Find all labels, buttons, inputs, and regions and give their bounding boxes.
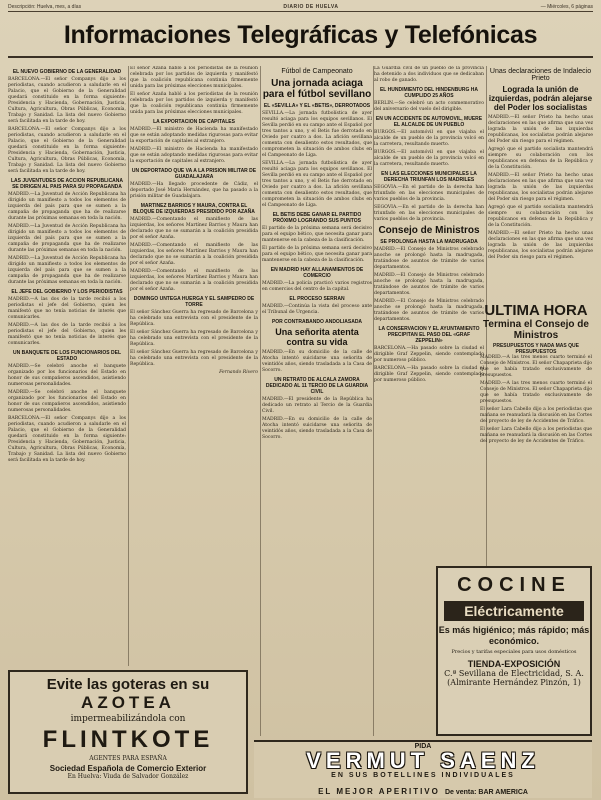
article-text: El partido de la próxima semana será decisivo para el equipo bético, que necesita ganar para mantenerse en la cabeza de la clasificación. [262,226,372,243]
article-text: MADRID.—El presidente de la República ha dedicado un retrato al Tercio de la Guardia Civil. [262,397,372,414]
article-text: El señor Lara Cabello dijo a los periodistas que mañana se reanudará la discusión en las Cortes del proyecto de ley de Accidentes de Tráfico. [480,427,592,444]
article-text: BERLIN.—Se celebró un acto conmemorativo del aniversario del vuelo del dirigible. [374,101,484,112]
subhead: EN LAS ELECCIONES MUNICIPALES LA DERECHA TRIUNFAN LOS MADRILES [381,171,477,183]
article-text: MADRID.—El señor Prieto ha hecho unas declaraciones en las que afirma que una vez lograda la unión de las izquierdas republicanas, los socialistas podrán alejarse del Poder sin riesgo para el régimen. [488,173,593,202]
article-text: MADRID.—A las tres menos cuarto terminó el Consejo de Ministros. El señor Chapaprieta dijo que se había tratado exclusivamente de presupuestos. [480,381,592,404]
article-text: BURGOS.—El automóvil en que viajaba el alcalde de un pueblo de la provincia volcó en la carretera, resultando muerto. [374,130,484,147]
article-text: MADRID.—La policía practicó varios registros en comercios del centro de la capital. [262,281,372,292]
masthead-right: — Miércoles, 6 páginas [540,4,593,10]
ultima-hora-box [480,302,592,447]
article-text: BURGOS.—El automóvil en que viajaba el alcalde de un pueblo de la provincia volcó en la carretera, resultando muerto. [374,150,484,167]
ad-line: TIENDA-EXPOSICIÓN [467,659,561,669]
subhead: UN BANQUETE DE LOS FUNCIONARIOS DEL ESTADO [12,350,122,362]
article-text: MADRID.—A las dos de la tarde recibió a los periodistas el jefe del Gobierno, quien les manifestó que no tenía noticias de interés que comunicarles. [8,323,126,346]
ad-line: Sociedad Española de Comercio Exterior [49,764,207,773]
article-text: El señor Sánchez Guerra ha regresado de Barcelona y ha celebrado una entrevista con el presidente de la República. [130,310,258,327]
article-text: Agregó que el partido socialista mantendrá siempre su colaboración con los republicanos en defensa de la República y de la Constitución. [488,205,593,228]
subhead: EN UN ACCIDENTE DE AUTOMOVIL, MUERE EL ALCALDE DE UN PUEBLO [375,116,483,128]
ad-line: impermeabilizándola con [70,714,186,724]
article-text: MADRID.—Continúa la vista del proceso ante el Tribunal de Urgencia. [262,304,372,315]
ad-line: En Huelva: Viuda de Salvador González [67,773,189,780]
subhead: MARTINEZ BARRIOS Y MAURA, CONTRA EL BLOQUE DE IZQUIERDAS PRESIDIDO POR AZAÑA [133,203,255,215]
ad-line: C.ª Sevillana de Electricidad, S. A. [444,669,584,678]
ad-line: De venta: BAR AMERICA [444,789,528,796]
article-text: BARCELONA.—El señor Companys dijo a los periodistas, cuando acudieron a saludarle en el Palacio, que el Gobierno de la Generalidad quedará constituido en la forma siguiente: Presidencia y Hacienda, Gobernación, Justicia, Cultura, Agricultura, Obras Públicas, Economía, Trabajo y Sanidad. La lista del nuevo Gobierno será facilitada en la tarde de hoy. [8,127,126,174]
ad-line: PIDA [414,743,432,750]
article-text: SEGOVIA.—En el partido de la derecha han triunfado en las elecciones municipales de varios pueblos de la provincia. [374,185,484,202]
article-text: MADRID.—A las tres menos cuarto terminó el Consejo de Ministros. El señor Chapaprieta dijo que se había tratado exclusivamente de presupuestos. [480,355,592,378]
ad-line: AGENTES PARA ESPAÑA [89,755,167,762]
section-title: Unas declaraciones de Indalecio Prieto [489,68,592,82]
article-text: El señor Sánchez Guerra ha regresado de Barcelona y ha celebrado una entrevista con el presidente de la República. [130,330,258,347]
article-text: MADRID.—A las dos de la tarde recibió a los periodistas el jefe del Gobierno, quien les manifestó que no tenía noticias de interés que comunicarles. [8,297,126,320]
article-text: BARCELONA.—Ha pasado sobre la ciudad el dirigible Graf Zeppelin, siendo contemplado por numeroso público. [374,346,484,363]
article-title: Lograda la unión de izquierdas, podrán alejarse del Poder los socialistas [488,85,593,112]
subhead: SE PROLONGA HASTA LA MADRUGADA [380,239,478,245]
ultima-hora-label: ULTIMA HORA [484,302,588,319]
subhead: EL HUNDIMIENTO DEL HINDENBURG HA CUMPLIDO 25 AÑOS [379,87,479,99]
subhead: EL BETIS DEBE GANAR EL PARTIDO PRÓXIMO LOGRANDO SUS PUNTOS [272,212,362,224]
article-text: Agregó que el partido socialista mantendrá siempre su colaboración con los republicanos en defensa de la República y de la Constitución. [488,147,593,170]
subhead: LAS JUVENTUDES DE ACCION REPUBLICANA SE DIRIGEN AL PAIS PARA SU PROPAGANDA [10,178,124,190]
ad-line: COCINE [457,574,571,596]
section-title: Fútbol de Campeonato [281,68,353,75]
masthead-left: Descripción: Huelva, mes, a días [8,4,82,10]
column-3 [262,66,372,736]
article-text: MADRID.—Se celebró anoche el banquete organizado por los funcionarios del Estado en honor de sus compañeros ascendidos, asistiendo numerosas personalidades. [8,364,126,387]
article-text: MADRID.—El Consejo de Ministros celebrado anoche se prolongó hasta la madrugada, tratándose de asuntos de trámite de varios departamentos. [374,273,484,296]
advertisement-flintkote [8,670,248,794]
subhead: LA CONSERVACION Y EL AYUNTAMIENTO PRECIPITAN EL PASO DEL «GRAF ZEPPELIN» [378,326,480,344]
masthead [8,4,593,12]
subhead: DOMINGO UNTEGA HUERGA Y EL SAMPEDRO DE TORRE [133,296,255,308]
article-text: MADRID.—Comentando el manifiesto de las izquierdas, los señores Martínez Barrios y Maura han declarado que no se sumarán a la coalición presidida por el señor Azaña. [130,269,258,292]
subhead: UN RETRATO DE ALCALA ZAMORA DEDICADO AL 11 TERCIO DE LA GUARDIA CIVIL [265,377,369,395]
advertisement-cocine [436,566,592,736]
article-text: MADRID.—El Consejo de Ministros celebrado anoche se prolongó hasta la madrugada, tratándose de asuntos de trámite de varios departamentos. [374,299,484,322]
ultima-hora-title: Termina el Consejo de Ministros [483,319,589,341]
header-rule [8,56,593,58]
page-headline: Informaciones Telegráficas y Telefónicas [63,21,538,49]
article-text: SEGOVIA.—En el partido de la derecha han triunfado en las elecciones municipales de varios pueblos de la provincia. [374,205,484,222]
ad-line: AZOTEA [81,693,175,712]
article-title: Una señorita atenta contra su vida [275,327,359,347]
advertisement-vermut [254,740,592,798]
article-text: MADRID.—Se celebró anoche el banquete organizado por los funcionarios del Estado en honor de sus compañeros ascendidos, asistiendo numerosas personalidades. [8,390,126,413]
column-2 [130,66,258,666]
ad-line: Precios y tarifas especiales para usos domésticos [451,649,577,655]
article-text: MADRID.—Ha llegado procedente de Cádiz, el deportado José María Hernández, que ha pasado a la prisión militar de Guadalajara. [130,182,258,199]
subhead: EN MADRID HAY ALLANAMIENTOS DE COMERCIO [270,267,364,279]
article-text: MADRID.—El señor Prieto ha hecho unas declaraciones en las que afirma que una vez lograda la unión de las izquierdas republicanas, los socialistas podrán alejarse del Poder sin riesgo para el régimen. [488,231,593,260]
column-1 [8,66,126,666]
article-text: BARCELONA.—El señor Companys dijo a los periodistas, cuando acudieron a saludarle en el Palacio, que el Gobierno de la Generalidad quedará constituido en la forma siguiente: Presidencia y Hacienda, Gobernación, Justicia, Cultura, Agricultura, Obras Públicas, Economía, Trabajo y Sanidad. La lista del nuevo Gobierno será facilitada en la tarde de hoy. [8,416,126,463]
article-text: MADRID.—El ministro de Hacienda ha manifestado que se están adoptando medidas rigurosas para evitar la exportación de capitales al extranjero. [130,147,258,164]
article-text: La Guardia civil de un pueblo de la provincia ha detenido a dos individuos que se dedicaban al robo de ganado. [374,66,484,83]
subhead: POR CONTRABANDO ANDOLIASADA [271,319,363,325]
masthead-center: DIARIO DE HUELVA [283,4,339,10]
ad-line: EL MEJOR APERITIVO [318,787,440,796]
subhead: EL «SEVILLA» Y EL «BETIS», DERROTADOS [263,103,371,109]
column-5 [488,66,593,301]
article-text: MADRID.—Comentando el manifiesto de las izquierdas, los señores Martínez Barrios y Maura han declarado que no se sumarán a la coalición presidida por el señor Azaña. [130,217,258,240]
article-text: El señor Lara Cabello dijo a los periodistas que mañana se reanudará la discusión en las Cortes del proyecto de ley de Accidentes de Tráfico. [480,407,592,424]
article-text: SEVILLA.—La jornada futbolística de ayer resultó aciaga para los equipos sevillanos. El Sevilla perdió en su campo ante el Español por tres tantos a uno, y el Betis fue derrotado en Oviedo por cuatro a dos. La afición sevillana comenta con desaliento estos resultados, que comprometen la situación de ambos clubs en el Campeonato de Liga. [262,111,372,158]
article-text: El señor Sánchez Guerra ha regresado de Barcelona y ha celebrado una entrevista con el presidente de la República. [130,350,258,367]
ad-brand: VERMUT SAENZ [306,748,540,773]
ad-brand: FLINTKOTE [42,726,214,753]
article-text: El señor Azaña habló a los periodistas de la reunión celebrada por los partidos de izquierda y manifestó que la coalición republicana continúa firmemente unida para las próximas elecciones municipales. [130,66,258,89]
ad-line: Eléctricamente [444,601,584,621]
article-text: MADRID.—El Consejo de Ministros celebrado anoche se prolongó hasta la madrugada, tratándose de asuntos de trámite de varios departamentos. [374,247,484,270]
ultima-hora-sub: PRESUPUESTOS Y NADA MAS QUE PRESUPUESTOS [493,343,579,355]
column-divider [260,66,261,736]
article-text: BARCELONA.—El señor Companys dijo a los periodistas, cuando acudieron a saludarle en el Palacio, que el Gobierno de la Generalidad quedará constituido en la forma siguiente: Presidencia y Hacienda, Gobernación, Justicia, Cultura, Agricultura, Obras Públicas, Economía, Trabajo y Sanidad. La lista del nuevo Gobierno será facilitada en la tarde de hoy. [8,77,126,124]
ad-line: Es más higiénico; más rápido; más económico. [438,625,590,646]
article-text: MADRID.—La Juventud de Acción Republicana ha dirigido un manifiesto a todos los elementos de izquierda del país para que se sumen a la campaña de propaganda que ha de realizarse durante las próximas semanas en toda la nación. [8,224,126,253]
article-text: BARCELONA.—Ha pasado sobre la ciudad el dirigible Graf Zeppelin, siendo contemplado por numeroso público. [374,366,484,383]
article-text: SEVILLA.—La jornada futbolística de ayer resultó aciaga para los equipos sevillanos. El Sevilla perdió en su campo ante el Español por tres tantos a uno, y el Betis fue derrotado en Oviedo por cuatro a dos. La afición sevillana comenta con desaliento estos resultados, que comprometen la situación de ambos clubs en el Campeonato de Liga. [262,161,372,208]
ad-line: Evite las goteras en su [46,676,210,693]
subhead: EL JEFE DEL GOBIERNO Y LOS PERIODISTAS [11,289,123,295]
column-divider [128,66,129,666]
ad-line: (Almirante Hernández Pinzón, 1) [447,678,581,687]
article-text: MADRID.—El ministro de Hacienda ha manifestado que se están adoptando medidas rigurosas para evitar la exportación de capitales al extranjero. [130,127,258,144]
subhead: EL PROCESO SERRAN [289,296,345,302]
article-text: MADRID.—En su domicilio de la calle de Atocha intentó suicidarse una señorita de veintidós años, siendo trasladada a la Casa de Socorro. [262,417,372,440]
article-text: MADRID.—Comentando el manifiesto de las izquierdas, los señores Martínez Barrios y Maura han declarado que no se sumarán a la coalición presidida por el señor Azaña. [130,243,258,266]
ad-line: EN SUS BOTELLINES INDIVIDUALES [331,772,515,779]
subhead: LA EXPORTACION DE CAPITALES [153,119,235,125]
article-title: Una jornada aciaga para el fútbol sevillano [262,78,372,100]
article-text: MADRID.—En su domicilio de la calle de Atocha intentó suicidarse una señorita de veintidós años, siendo trasladada a la Casa de Socorro. [262,350,372,373]
subhead: UN DEPORTADO QUE VA A LA PRISION MILITAR DE GUADALAJARA [131,168,257,180]
article-text: MADRID.—El señor Prieto ha hecho unas declaraciones en las que afirma que una vez lograda la unión de las izquierdas republicanas, los socialistas podrán alejarse del Poder sin riesgo para el régimen. [488,115,593,144]
subhead: EL NUEVO GOBIERNO DE LA GENERALIDAD [12,69,122,75]
article-title: Consejo de Ministros [378,225,480,236]
signature: Fernando Rivero [219,370,258,375]
article-text: MADRID.—La Juventud de Acción Republicana ha dirigido un manifiesto a todos los elementos de izquierda del país para que se sumen a la campaña de propaganda que ha de realizarse durante las próximas semanas en toda la nación. [8,256,126,285]
article-text: El señor Azaña habló a los periodistas de la reunión celebrada por los partidos de izquierda y manifestó que la coalición republicana continúa firmemente unida para las próximas elecciones municipales. [130,92,258,115]
article-text: MADRID.—La Juventud de Acción Republicana ha dirigido un manifiesto a todos los elementos de izquierda del país para que se sumen a la campaña de propaganda que ha de realizarse durante las próximas semanas en toda la nación. [8,192,126,221]
article-text: El partido de la próxima semana será decisivo para el equipo bético, que necesita ganar para mantenerse en la cabeza de la clasificación. [262,246,372,263]
